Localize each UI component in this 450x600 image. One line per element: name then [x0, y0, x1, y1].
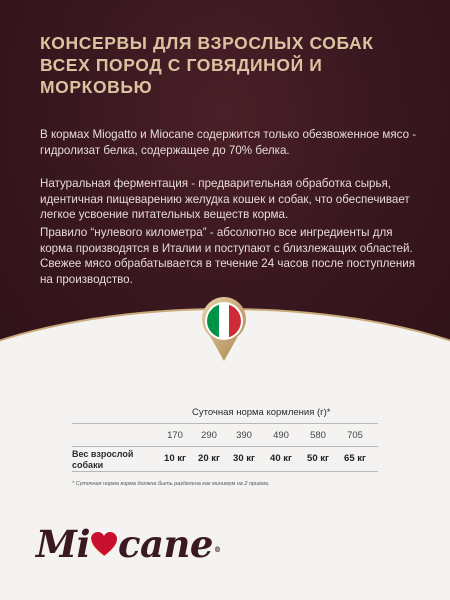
weight-cell: 20 кг [198, 453, 220, 464]
footnote: * Суточная норма корма должна быть разделена как минимум на 2 приема. [72, 481, 270, 487]
grams-cell: 490 [273, 430, 289, 441]
grams-cell: 705 [347, 430, 363, 441]
table-divider [72, 423, 378, 424]
grams-cell: 170 [167, 430, 183, 441]
page-title: КОНСЕРВЫ ДЛЯ ВЗРОСЛЫХ СОБАК ВСЕХ ПОРОД С ГОВЯДИНОЙ И МОРКОВЬЮ [40, 33, 374, 97]
heart-icon [89, 529, 119, 559]
feeding-table-title: Суточная норма кормления (г)* [192, 407, 331, 418]
row-label-dog-weight: Вес взрослой собаки [72, 449, 134, 470]
table-divider [72, 446, 378, 447]
weight-cell: 65 кг [344, 453, 366, 464]
logo-text-right: cane [118, 522, 213, 566]
weight-cell: 50 кг [307, 453, 329, 464]
registered-mark: ® [213, 545, 221, 554]
paragraph-zero-km: Правило “нулевого километра” - абсолютно все ингредиенты для корма производятся в Италии и поступают с близлежащих областей. Свежее мясо обрабатывается в течение 24 часов после поступления на производство. [40, 226, 416, 286]
italy-flag-pin-icon [199, 297, 249, 363]
grams-cell: 290 [201, 430, 217, 441]
paragraph-fermentation: Натуральная ферментация - предварительная обработка сырья, идентичная пищеварению желудка кошек и собак, что обеспечивает легкое усвоение питательных веществ корма. [40, 177, 410, 221]
logo-text-left: Mi [36, 522, 91, 566]
grams-cell: 390 [236, 430, 252, 441]
grams-cell: 580 [310, 430, 326, 441]
weight-cell: 40 кг [270, 453, 292, 464]
miocane-logo [36, 524, 220, 564]
paragraph-protein: В кормах Miogatto и Miocane содержится только обезвоженное мясо - гидролизат белка, содержащее до 70% белка. [40, 128, 417, 157]
weight-cell: 10 кг [164, 453, 186, 464]
table-divider [72, 471, 378, 472]
weight-cell: 30 кг [233, 453, 255, 464]
